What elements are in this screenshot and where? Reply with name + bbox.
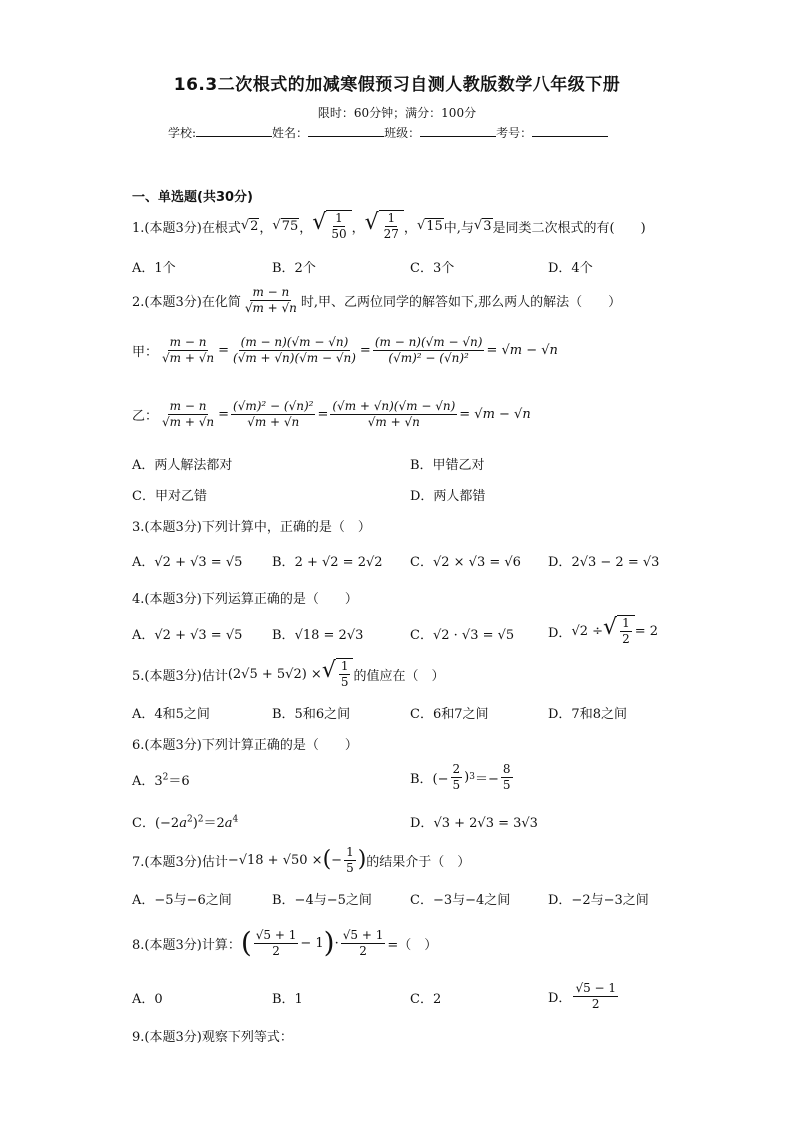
class-label: 班级： [384,126,421,140]
question-3-option-c[interactable]: C．√2 × √3 = √6 [410,555,521,570]
question-8-stem [132,923,437,963]
question-5-suffix: 的值应在（ ） [353,668,445,684]
question-4-option-b[interactable]: B．√18 = 2√3 [272,628,364,643]
question-7-stem [132,842,470,878]
question-4-option-c[interactable]: C．√2 · √3 = √5 [410,628,515,643]
exam-no-blank[interactable] [532,124,608,137]
name-label: 姓名： [272,126,309,140]
formula: (2√5 + 5√2) × √ $\frac{1}{5}$ [228,658,354,690]
question-8-prefix: 8.(本题3分)计算： [132,937,241,953]
question-3-option-b[interactable]: B．2 + √2 = 2√2 [272,555,383,570]
question-6-option-c[interactable]: C．$(-2a^2)^2=2a^4$ [132,814,239,831]
question-2-option-c[interactable]: C．甲对乙错 [132,489,207,504]
question-5-option-a[interactable]: A．4和5之间 [132,707,210,722]
solution-yi-label: 乙： [132,408,159,424]
question-5-option-d[interactable]: D．7和8之间 [548,707,627,722]
question-1-suffix2: 是同类二次根式的有( ) [492,220,646,236]
section-title: 一、单选题(共30分) [132,190,253,205]
question-2-stem [132,282,621,318]
question-1-option-a[interactable]: A．1个 [132,261,176,276]
formula: $\frac{m - n}{√m + √n}$ = $\frac{\text{(√m)² − (√n)²}}{√m + √n}$ = $\frac{(√m + √n)(√m - √n)}{√m + √n}$ = √m − √n [162,398,531,429]
question-4-option-a[interactable]: A．√2 + √3 = √5 [132,628,243,643]
question-6-stem: 6.(本题3分)下列计算正确的是（ ） [132,738,358,753]
name-blank[interactable] [308,124,384,137]
question-5-option-b[interactable]: B．5和6之间 [272,707,351,722]
solution-jia-label: 甲： [132,344,159,360]
question-4-stem: 4.(本题3分)下列运算正确的是（ ） [132,592,358,607]
exam-meta: 限时：60分钟；满分：100分 [317,106,477,120]
question-8-option-b[interactable]: B．1 [272,992,303,1007]
question-7-option-b[interactable]: B．−4与−5之间 [272,893,372,908]
question-7-prefix: 7.(本题3分)估计 [132,854,228,870]
formula: $\frac{m - n}{√m + √n}$ [244,284,297,315]
school-blank[interactable] [196,124,272,137]
question-6-option-b[interactable]: B．(− $\frac{2}{5}$ ) 3 ＝− $\frac{8}{5}$ [410,761,511,792]
question-5-stem [132,656,445,692]
question-6-option-d[interactable]: D．√3 + 2√3 = 3√3 [410,816,538,831]
question-2-suffix: 时,甲、乙两位同学的解答如下,那么两人的解法（ ） [300,294,622,310]
question-2-option-a[interactable]: A．两人解法都对 [132,458,233,473]
page-title: 16.3二次根式的加减寒假预习自测人教版数学八年级下册 [173,75,621,95]
question-8-option-a[interactable]: A．0 [132,992,163,1007]
question-3-option-a[interactable]: A．√2 + √3 = √5 [132,555,243,570]
question-7-option-a[interactable]: A．−5与−6之间 [132,893,232,908]
question-2-prefix: 2.(本题3分)在化简 [132,294,241,310]
question-2-option-b[interactable]: B．甲错乙对 [410,458,485,473]
question-1-suffix: 中,与 [443,220,474,236]
exam-no-label: 考号： [496,126,533,140]
question-9-stem: 9.(本题3分)观察下列等式： [132,1030,293,1045]
question-7-suffix: 的结果介于（ ） [366,854,471,870]
question-1-option-d[interactable]: D．4个 [548,261,593,276]
student-info-row [168,124,608,141]
formula: $\frac{m - n}{√m + √n}$ = $\frac{(m - n)(√m - √n)}{(√m + √n)(√m - √n)}$ = $\frac{(m - n)(√m - √n)}{\text{(√m)² − (√n)²}}$ = √m − √n [162,334,558,365]
question-3-stem: 3.(本题3分)下列计算中，正确的是（ ） [132,520,371,535]
question-8-suffix: =（ ） [387,937,438,953]
question-2-option-d[interactable]: D．两人都错 [410,489,486,504]
formula: √ 2 ， √ 75 ， √ $\frac{1}{50}$ ， √ $\frac{1}{27}$ ， √ 15 [240,210,443,241]
question-1-prefix: 1.(本题3分)在根式 [132,220,241,236]
question-1-stem [132,208,646,244]
question-7-option-c[interactable]: C．−3与−4之间 [410,893,511,908]
question-8-option-c[interactable]: C．2 [410,992,442,1007]
solution-jia [132,332,558,368]
question-5-option-c[interactable]: C．6和7之间 [410,707,489,722]
question-3-option-d[interactable]: D．2√3 − 2 = √3 [548,555,660,570]
question-1-option-c[interactable]: C．3个 [410,261,455,276]
question-7-option-d[interactable]: D．−2与−3之间 [548,893,649,908]
question-4-option-d[interactable]: D． √2 ÷ √ $\frac{1}{2}$ = 2 [548,615,658,646]
question-8-option-d[interactable]: D． $\frac{√5 - 1}{2}$ [548,980,617,1011]
class-blank[interactable] [420,124,496,137]
solution-yi [132,396,531,432]
question-5-prefix: 5.(本题3分)估计 [132,668,228,684]
formula: √ 3 [473,218,492,234]
school-label: 学校: [168,126,197,140]
question-6-option-a[interactable]: A．$3^2=6$ [132,772,190,789]
formula: −√18 + √50 × ( − $\frac{1}{5}$ ) [227,844,367,875]
formula: ( $\frac{√5 + 1}{2}$ − 1 ) · $\frac{√5 + 1}{2}$ [240,926,384,959]
question-1-option-b[interactable]: B．2个 [272,261,316,276]
